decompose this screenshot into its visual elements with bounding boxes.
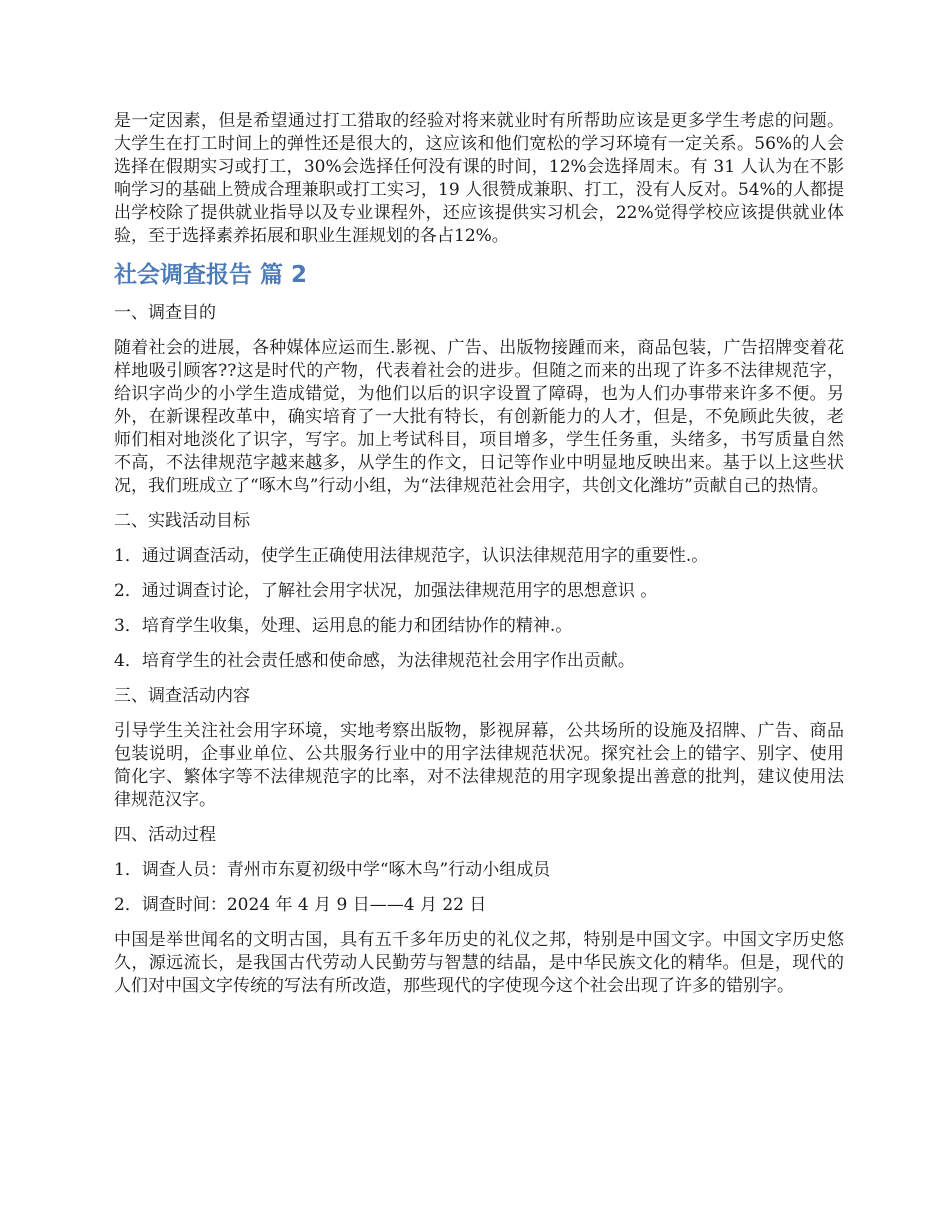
process-item: 2．调查时间：2024 年 4 月 9 日——4 月 22 日 (114, 895, 487, 915)
goal-item: 4．培育学生的社会责任感和使命感，为法律规范社会用字作出贡献。 (114, 651, 635, 671)
goal-item: 3．培育学生收集，处理、运用息的能力和团结协作的精神.。 (114, 616, 573, 636)
survey-purpose-paragraph: 随着社会的进展，各种媒体应运而生.影视、广告、出版物接踵而来，商品包装，广告招牌变着花样地吸引顾客??这是时代的产物，代表着社会的进步。但随之而来的出现了许多不法律规范字，给识字尚少的小学生造成错觉，为他们以后的识字设置了障碍，也为人们办事带来许多不便。另外，在新课程改革中，确实培育了一大批有特长，有创新能力的人才，但是，不免顾此失彼，老师们相对地淡化了识字，写字。加上考试科目，项目增多，学生任务重，头绪多，书写质量自然不高，不法律规范字越来越多，从学生的作文，日记等作业中明显地反映出来。基于以上这些状况，我们班成立了“啄木鸟”行动小组，为“法律规范社会用字，共创文化潍坊”贡献自己的热情。 (114, 338, 844, 496)
practice-goals-heading: 二、实践活动目标 (114, 511, 250, 531)
process-item: 1．调查人员：青州市东夏初级中学“啄木鸟”行动小组成员 (114, 860, 551, 880)
intro-paragraph: 是一定因素，但是希望通过打工猎取的经验对将来就业时有所帮助应该是更多学生考虑的问题。大学生在打工时间上的弹性还是很大的，这应该和他们宽松的学习环境有一定关系。56%的人会选择在假期实习或打工，30%会选择任何没有课的时间，12%会选择周末。有 31 人认为在不影响学习的基础上赞成合理兼职或打工实习，19 人很赞成兼职、打工，没有人反对。54%的人都提出学校除了提供就业指导以及专业课程外，还应该提供实习机会，22%觉得学校应该提供就业体验，至于选择素养拓展和职业生涯规划的各占12%。 (114, 111, 844, 246)
closing-paragraph: 中国是举世闻名的文明古国，具有五千多年历史的礼仪之邦，特别是中国文字。中国文字历史悠久，源远流长，是我国古代劳动人民勤劳与智慧的结晶，是中华民族文化的精华。但是，现代的人们对中国文字传统的写法有所改造，那些现代的字使现今这个社会出现了许多的错别字。 (114, 930, 844, 996)
activity-content-paragraph: 引导学生关注社会用字环境，实地考察出版物，影视屏幕，公共场所的设施及招牌、广告、商品包装说明，企事业单位、公共服务行业中的用字法律规范状况。探究社会上的错字、别字、使用简化字、繁体字等不法律规范字的比率，对不法律规范的用字现象提出善意的批判，建议使用法律规范汉字。 (114, 721, 844, 810)
activity-content-heading: 三、调查活动内容 (114, 686, 250, 706)
activity-process-heading: 四、活动过程 (114, 825, 216, 845)
goal-item: 1．通过调查活动，使学生正确使用法律规范字，认识法律规范用字的重要性.。 (114, 546, 709, 566)
document-page (114, 110, 844, 1010)
section-title: 社会调查报告 篇 2 (114, 262, 308, 288)
survey-purpose-heading: 一、调查目的 (114, 303, 216, 323)
goal-item: 2．通过调查讨论，了解社会用字状况，加强法律规范用字的思想意识 。 (114, 581, 658, 601)
